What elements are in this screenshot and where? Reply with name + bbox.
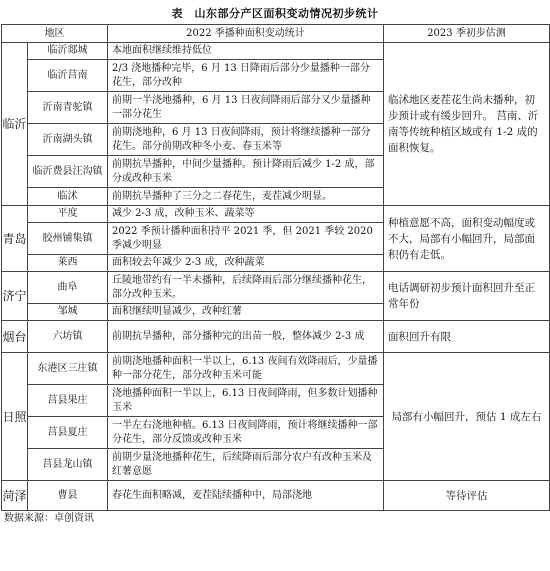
forecast-cell: 面积回升有限 <box>384 321 550 353</box>
table-header-row <box>2 25 550 43</box>
header-forecast: 2023 季初步估测 <box>384 25 550 43</box>
district-cell: 莒县果庄 <box>28 385 108 417</box>
table-row <box>2 353 550 385</box>
change-cell: 前期抗旱播种，中间少量播种。预计降雨后减少 1-2 成，部分或改种玉米 <box>108 156 384 188</box>
change-cell: 面积较去年减少 2-3 成，改种蔬菜 <box>108 255 384 272</box>
district-cell: 莒县夏庄 <box>28 417 108 449</box>
district-cell: 六坊镇 <box>28 321 108 353</box>
change-cell: 前期抗旱播种了三分之二春花生，麦茬减少明显。 <box>108 188 384 206</box>
table-title: 表 山东部分产区面积变动情况初步统计 <box>171 7 379 20</box>
table-row <box>2 43 550 60</box>
district-cell: 临沂莒南 <box>28 60 108 92</box>
district-cell: 东港区三庄镇 <box>28 353 108 385</box>
forecast-cell: 局部有小幅回升，预估 1 成左右 <box>384 353 550 481</box>
change-cell: 春花生面积略减，麦茬陆续播种中，局部浇地 <box>108 481 384 511</box>
change-cell: 前期一半浇地播种，6 月 13 日夜间降雨后部分又少量播种一部分花生 <box>108 92 384 124</box>
header-region: 地区 <box>2 25 108 43</box>
district-cell: 胶州铺集镇 <box>28 223 108 255</box>
region-cell: 烟台 <box>2 321 28 353</box>
change-cell: 减少 2-3 成，改种玉米、蔬菜等 <box>108 206 384 223</box>
region-cell: 菏泽 <box>2 481 28 511</box>
region-cell: 日照 <box>2 353 28 481</box>
district-cell: 沂南湖头镇 <box>28 124 108 156</box>
region-cell: 青岛 <box>2 206 28 272</box>
table-row <box>2 272 550 304</box>
change-cell: 前期浇地播种面积一半以上，6.13 夜间有效降雨后，少量播种一部分花生，部分改种玉米可能 <box>108 353 384 385</box>
district-cell: 临沂费县汪沟镇 <box>28 156 108 188</box>
district-cell: 临沂郯城 <box>28 43 108 60</box>
change-cell: 2022 季预计播种面积持平 2021 季，但 2021 季较 2020 季减少明显 <box>108 223 384 255</box>
header-change: 2022 季播种面积变动统计 <box>108 25 384 43</box>
district-cell: 莒县龙山镇 <box>28 449 108 481</box>
forecast-cell: 临沭地区麦茬花生尚未播种，初步预计或有缓步回升。 莒南、沂南等传统种植区域或有 1-2 成的面积恢复。 <box>384 43 550 206</box>
district-cell: 沂南青驼镇 <box>28 92 108 124</box>
table-row <box>2 206 550 223</box>
forecast-cell: 种植意愿不高，面积变动幅度或不大，局部有小幅回升，局部面积仍有走低。 <box>384 206 550 272</box>
district-cell: 曹县 <box>28 481 108 511</box>
district-cell: 临沭 <box>28 188 108 206</box>
forecast-cell: 电话调研初步预计面积回升至正常年份 <box>384 272 550 321</box>
change-cell: 一半左右浇地种植。6.13 日夜间降雨，预计将继续播种一部分花生，部分反馈或改种玉米 <box>108 417 384 449</box>
change-cell: 丘陵地带约有一半未播种，后续降雨后部分继续播种花生，部分改种玉米。 <box>108 272 384 304</box>
region-cell: 临沂 <box>2 43 28 206</box>
change-cell: 浇地播种面积一半以上，6.13 日夜间降雨，但多数计划播种玉米 <box>108 385 384 417</box>
area-change-table <box>1 24 550 511</box>
change-cell: 本地面积继续维持低位 <box>108 43 384 60</box>
region-cell: 济宁 <box>2 272 28 321</box>
change-cell: 前期浇地种，6 月 13 日夜间降雨，预计将继续播种一部分花生。部分前期改种冬小麦、春玉米等 <box>108 124 384 156</box>
change-cell: 面积继续明显减少，改种红薯 <box>108 304 384 321</box>
table-row <box>2 481 550 511</box>
data-source-note: 数据来源：卓创资讯 <box>4 513 94 524</box>
district-cell: 莱西 <box>28 255 108 272</box>
district-cell: 曲阜 <box>28 272 108 304</box>
change-cell: 前期少量浇地播种花生，后续降雨后部分农户有改种玉米及红薯意愿 <box>108 449 384 481</box>
change-cell: 2/3 浇地播种完毕，6 月 13 日降雨后部分少量播种一部分花生，部分改种 <box>108 60 384 92</box>
change-cell: 前期抗旱播种，部分播种完的出苗一般，整体减少 2-3 成 <box>108 321 384 353</box>
forecast-cell: 等待评估 <box>384 481 550 511</box>
table-row <box>2 321 550 353</box>
district-cell: 平度 <box>28 206 108 223</box>
district-cell: 邹城 <box>28 304 108 321</box>
